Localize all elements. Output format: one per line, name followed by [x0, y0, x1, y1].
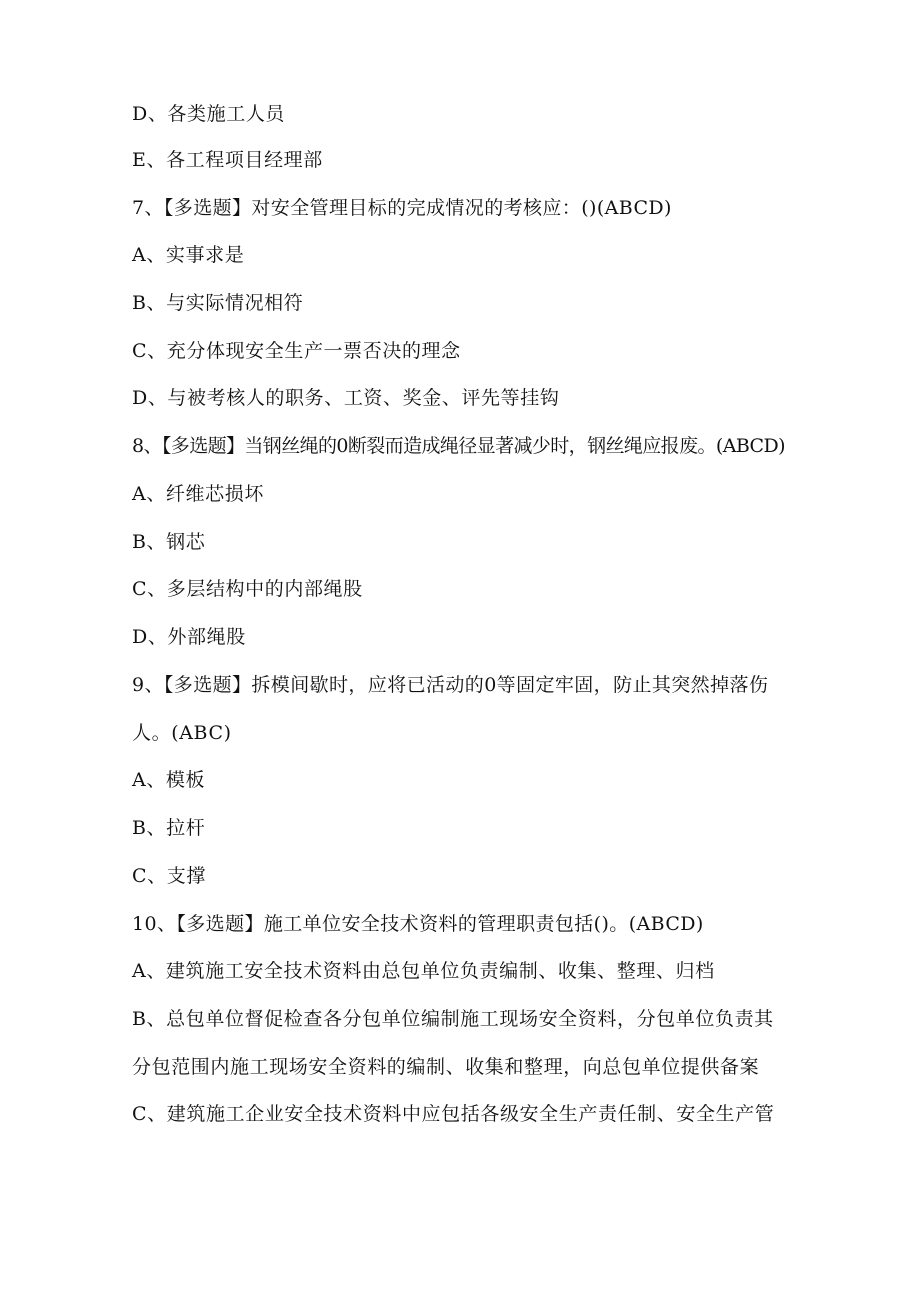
question-7: 7、【多选题】对安全管理目标的完成情况的考核应：()(ABCD): [132, 197, 672, 219]
question-10: 10、【多选题】施工单位安全技术资料的管理职责包括()。(ABCD): [132, 913, 704, 935]
option-c-line: C、多层结构中的内部绳股: [132, 578, 363, 600]
option-b-line: B、钢芯: [132, 531, 206, 553]
option-c-line: C、充分体现安全生产一票否决的理念: [132, 340, 461, 362]
option-c-line: C、建筑施工企业安全技术资料中应包括各级安全生产责任制、安全生产管: [132, 1103, 775, 1125]
option-a-line: A、建筑施工安全技术资料由总包单位负责编制、收集、整理、归档: [132, 960, 715, 982]
option-b-line: B、拉杆: [132, 817, 206, 839]
option-e-line: E、各工程项目经理部: [132, 149, 323, 171]
option-b-line: B、与实际情况相符: [132, 292, 304, 314]
question-8: 8、【多选题】当钢丝绳的0断裂而造成绳径显著减少时，钢丝绳应报废。(ABCD): [132, 435, 785, 457]
option-d-line: D、与被考核人的职务、工资、奖金、评先等挂钩: [132, 387, 560, 409]
question-9-continuation: 人。(ABC): [132, 722, 232, 744]
option-d-line: D、各类施工人员: [132, 103, 286, 125]
option-a-line: A、模板: [132, 769, 206, 791]
option-a-line: A、实事求是: [132, 244, 245, 266]
option-b-line: B、总包单位督促检查各分包单位编制施工现场安全资料，分包单位负责其: [132, 1008, 774, 1030]
option-a-line: A、纤维芯损坏: [132, 483, 264, 505]
option-c-line: C、支撑: [132, 865, 206, 887]
option-b-continuation: 分包范围内施工现场安全资料的编制、收集和整理，向总包单位提供备案: [132, 1056, 760, 1078]
question-9: 9、【多选题】拆模间歇时，应将已活动的0等固定牢固，防止其突然掉落伤: [132, 674, 769, 696]
option-d-line: D、外部绳股: [132, 626, 246, 648]
